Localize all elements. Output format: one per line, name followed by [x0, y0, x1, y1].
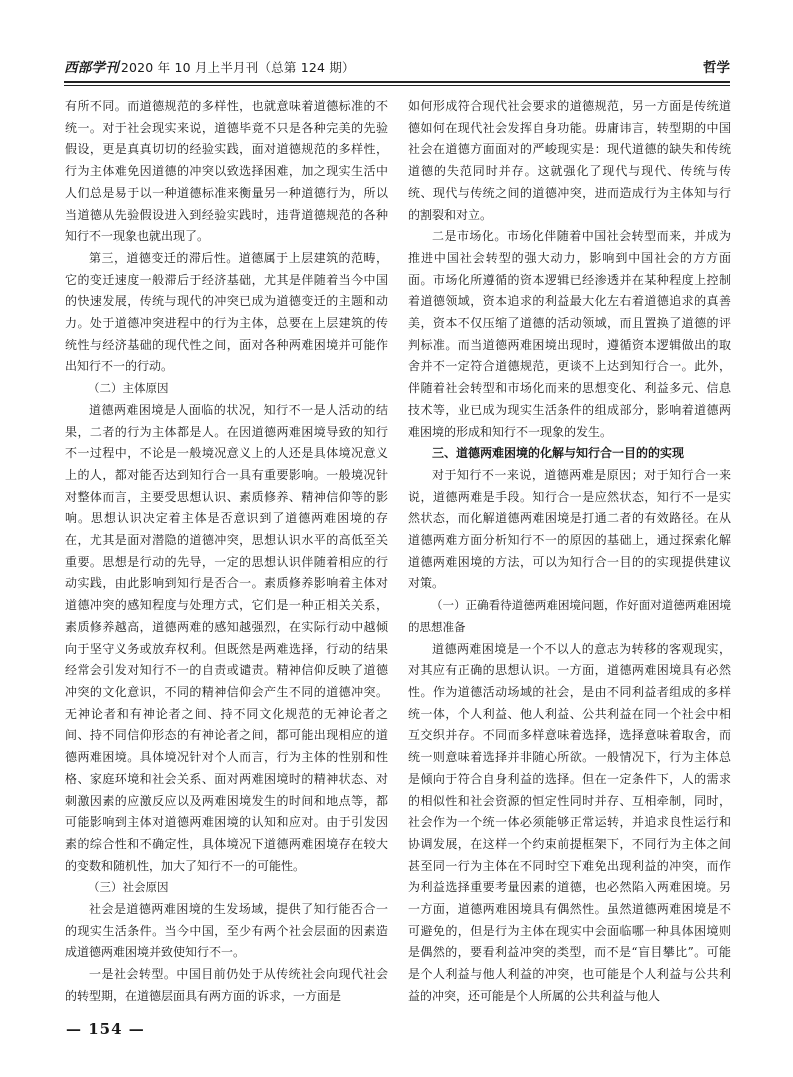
paragraph: 如何形成符合现代社会要求的道德规范，另一方面是传统道德如何在现代社会发挥自身功能。毋庸讳言，转型期的中国社会在道德方面面对的严峻现实是：现代道德的缺失和传统道德的失范同时并存。这就强化了现代与现代、传统与传统、现代与传统之间的道德冲突，进而造成行为主体知与行的割裂和对立。: [408, 99, 731, 222]
paragraph: 道德两难困境是一个不以人的意志为转移的客观现实，对其应有正确的思想认识。一方面，道德两难困境具有必然性。作为道德活动场域的社会，是由不同利益者组成的多样统一体，个人利益、他人利益、公共利益在同一个社会中相互交织并存。不同而多样意味着选择，选择意味着取舍，而统一则意味着选择并非随心所欲。一般情况下，行为主体总是倾向于符合自身利益的选择。但在一定条件下，人的需求的相似性和社会资源的恒定性同时并存、互相牵制，同时，社会作为一个统一体必须能够正常运转，并追求良性运行和协调发展，在这样一个约束前提框架下，不同行为主体之间甚至同一行为主体在不同时空下难免出现利益的冲突，而作为利益选择重要考量因素的道德，也必然陷入两难困境。另一方面，道德两难困境具有偶然性。虽然道德两难困境是不可避免的，但是行为主体在现实中会面临哪一种具体困境则是偶然的，要看利益冲突的类型，而不是“盲目攀比”。可能是个人利益与他人利益的冲突，也可能是个人利益与公共利益的冲突，还可能是个人所属的公共利益与他人: [408, 641, 731, 1003]
issue-info: 2020 年 10 月上半月刊（总第 124 期）: [120, 60, 355, 75]
paragraph: 有所不同。而道德规范的多样性，也就意味着道德标准的不统一。对于社会现实来说，道德毕竟不只是各种完美的先验假设，更是真真切切的经验实践，面对道德规范的多样性，行为主体难免因道德的冲突以致选择困难，加之现实生活中人们总是易于以一种道德标准来衡量另一种道德行为，所以当道德从先验假设进入到经验实践时，违背道德规范的各种知行不一现象也就出现了。: [65, 99, 388, 244]
paragraph: 道德两难困境是人面临的状况，知行不一是人活动的结果，二者的行为主体都是人。在因道德两难困境导致的知行不一过程中，不论是一般境况意义上的人还是具体境况意义上的人，都对能否达到知行合一具有重要影响。一般境况针对整体而言，主要受思想认识、素质修养、精神信仰等的影响。思想认识决定着主体是否意识到了道德两难困境的存在，尤其是面对潜隐的道德冲突，思想认识水平的高低至关重要。思想是行动的先导，一定的思想认识伴随着相应的行动实践，由此影响到知行是否合一。素质修养影响着主体对道德冲突的感知程度与处理方式，它们是一种正相关关系，素质修养越高，道德两难的感知越强烈，在实际行动中越倾向于坚守义务或放弃权利。但既然是两难选择，行动的结果经常会引发对知行不一的自责或谴责。精神信仰反映了道德冲突的文化意识，不同的精神信仰会产生不同的道德冲突。无神论者和有神论者之间、持不同文化规范的无神论者之间、持不同信仰形态的有神论者之间，都可能出现相应的道德两难困境。具体境况针对个人而言，行为主体的性别和性格、家庭环境和社会关系、面对两难困境时的精神状态、对刺激因素的应激反应以及两难困境发生的时间和地点等，都可能影响到主体对道德两难困境的认知和应对。由于引发因素的综合性和不确定性，具体境况下道德两难困境存在较大的变数和随机性，加大了知行不一的可能性。: [65, 402, 388, 873]
page-header: [64, 58, 730, 80]
page-number: — 154 —: [66, 1020, 145, 1038]
paragraph: 社会是道德两难困境的生发场域，提供了知行能否合一的现实生活条件。当今中国，至少有两个社会层面的因素造成道德两难困境并致使知行不一。: [65, 902, 388, 960]
header-journal-info: [64, 58, 355, 78]
journal-logo: 西部学刊: [64, 60, 119, 76]
right-text-column: [408, 96, 731, 1016]
left-text-column: [65, 96, 388, 1016]
paragraph: 一是社会转型。中国目前仍处于从传统社会向现代社会的转型期，在道德层面具有两方面的诉求，一方面是: [65, 967, 388, 1003]
header-rule-thick: [64, 81, 730, 83]
subsection-heading: （二）主体原因: [88, 381, 169, 396]
paragraph: 第三，道德变迁的滞后性。道德属于上层建筑的范畴，它的变迁速度一般滞后于经济基础，尤其是伴随着当今中国的快速发展，传统与现代的冲突已成为道德变迁的主题和动力。处于道德冲突进程中的行为主体，总要在上层建筑的传统性与经济基础的现代性之间，面对各种两难困境并可能作出知行不一的行动。: [65, 250, 388, 374]
section-heading: 三、道德两难困境的化解与知行合一目的的实现: [432, 446, 685, 461]
header-rule-thin: [64, 85, 730, 86]
subsection-heading: （一）正确看待道德两难困境问题，作好面对道德两难困境的思想准备: [408, 598, 731, 634]
subsection-heading: （三）社会原因: [88, 880, 169, 895]
paragraph: 对于知行不一来说，道德两难是原因；对于知行合一来说，道德两难是手段。知行合一是应然状态，知行不一是实然状态，而化解道德两难困境是打通二者的有效路径。在从道德两难方面分析知行不一的原因的基础上，通过探索化解道德两难困境的方法，可以为知行合一目的的实现提供建议对策。: [408, 467, 731, 591]
section-label: 哲学: [703, 60, 730, 76]
paragraph: 二是市场化。市场化伴随着中国社会转型而来，并成为推进中国社会转型的强大动力，影响到中国社会的方方面面。市场化所遵循的资本逻辑已经渗透并在某种程度上控制着道德领域，资本追求的利益最大化左右着道德追求的真善美，资本不仅压缩了道德的活动领域，而且置换了道德的评判标准。而当道德两难困境出现时，遵循资本逻辑做出的取舍并不一定符合道德规范，更谈不上达到知行合一。此外，伴随着社会转型和市场化而来的思想变化、利益多元、信息技术等，业已成为现实生活条件的组成部分，影响着道德两难困境的形成和知行不一现象的发生。: [408, 229, 731, 439]
